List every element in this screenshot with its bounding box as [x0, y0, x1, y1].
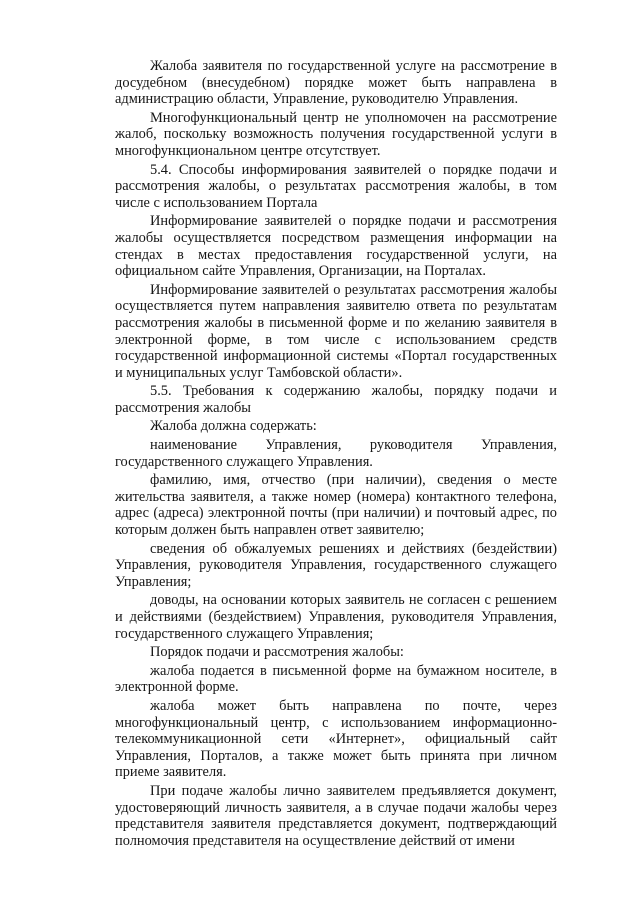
paragraph-complaint-must-contain: Жалоба должна содержать:: [150, 418, 317, 435]
paragraph-informing-results: Информирование заявителей о результатах рассмотрения жалобы осуществляется путем направления заявителю ответа по результатам рассмотрения жалобы в письменной форме и по желанию заявителя в электронной форме, в том числе с использованием средств государственной информационной системы «Портал государственных и муниципальных услуг Тамбовской области».: [115, 281, 557, 381]
list-item-arguments: доводы, на основании которых заявитель не согласен с решением и действиями (бездействием) Управления, руководителя Управления, государственного служащего Управления;: [115, 592, 557, 642]
paragraph-mfc-not-authorized: Многофункциональный центр не уполномочен на рассмотрение жалоб, поскольку возможность получения государственной услуги в многофункциональном центре отсутствует.: [115, 109, 557, 159]
list-item-name-of-body: наименование Управления, руководителя Управления, государственного служащего Управления.: [115, 437, 557, 470]
document-page: [115, 58, 557, 851]
paragraph-submission-order: Порядок подачи и рассмотрения жалобы:: [150, 644, 404, 661]
paragraph-informing-procedure: Информирование заявителей о порядке подачи и рассмотрения жалобы осуществляется посредством размещения информации на стендах в местах предоставления государственной услуги, на официальном сайте Управления, Организации, на Порталах.: [115, 213, 557, 280]
list-item-written-form: жалоба подается в письменной форме на бумажном носителе, в электронной форме.: [115, 662, 557, 696]
section-heading-5-4: 5.4. Способы информирования заявителей о порядке подачи и рассмотрения жалобы, о результатах рассмотрения жалобы, в том числе с использованием Портала: [115, 161, 557, 211]
list-item-submission-channels: жалоба может быть направлена по почте, через многофункциональный центр, с использованием информационно-телекоммуникационной сети «Интернет», официальный сайт Управления, Порталов, а также может быть принята при личном приеме заявителя.: [115, 697, 557, 781]
paragraph-complaint-channels: Жалоба заявителя по государственной услуге на рассмотрение в досудебном (внесудебном) порядке может быть направлена в администрацию области, Управление, руководителю Управления.: [115, 58, 557, 108]
list-item-appealed-decisions: сведения об обжалуемых решениях и действиях (бездействии) Управления, руководителя Управления, государственного служащего Управления;: [115, 540, 557, 590]
list-item-applicant-details: фамилию, имя, отчество (при наличии), сведения о месте жительства заявителя, а также номер (номера) контактного телефона, адрес (адреса) электронной почты (при наличии) и почтовый адрес, по которым должен быть направлен ответ заявителю;: [115, 472, 557, 539]
section-heading-5-5: 5.5. Требования к содержанию жалобы, порядку подачи и рассмотрения жалобы: [115, 383, 557, 416]
paragraph-identity-document: При подаче жалобы лично заявителем предъявляется документ, удостоверяющий личность заявителя, а в случае подачи жалобы через представителя заявителя представляется документ, подтверждающий полномочия представителя на осуществление действий от имени: [115, 782, 557, 849]
